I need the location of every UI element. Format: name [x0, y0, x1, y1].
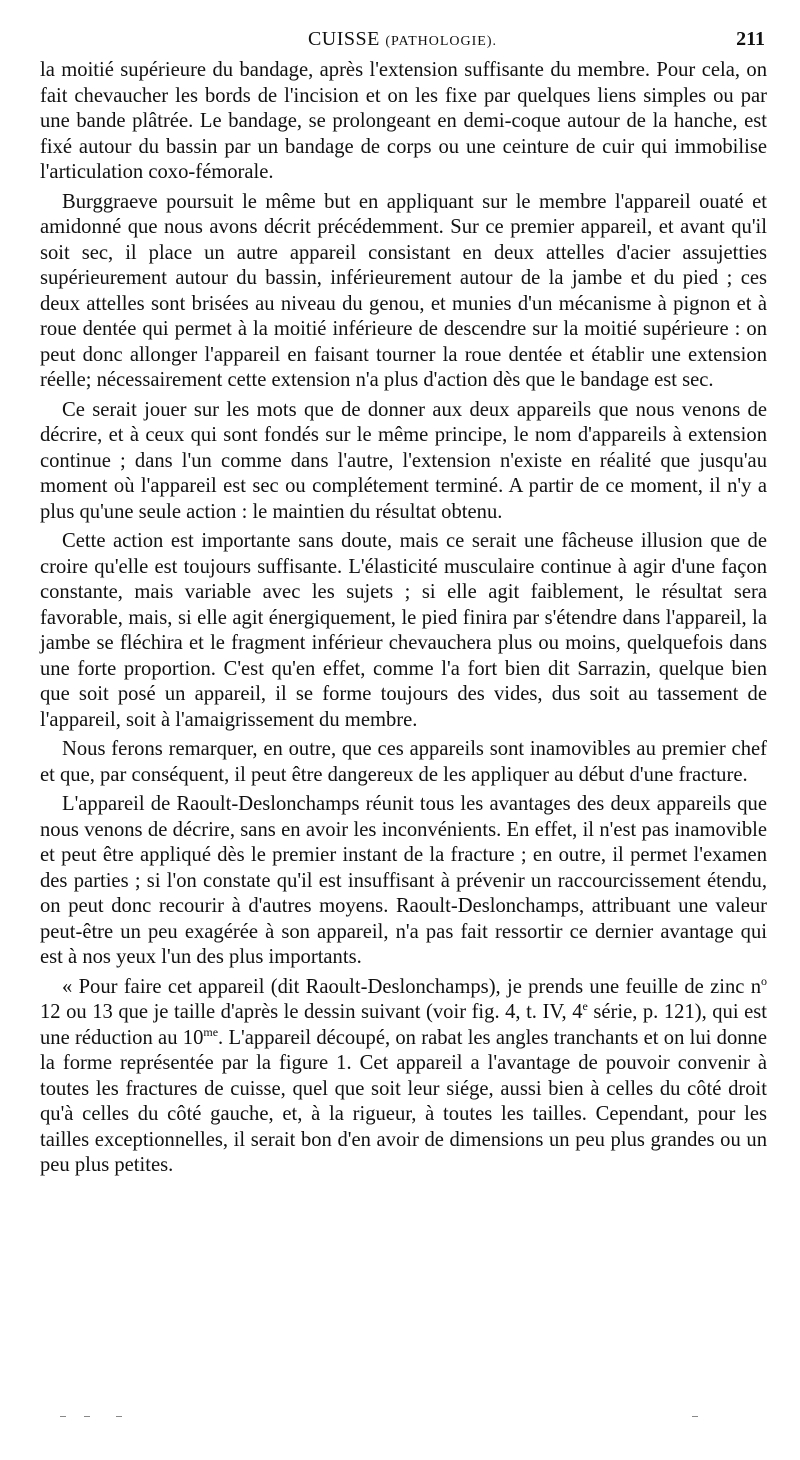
print-mark [116, 1416, 122, 1417]
print-mark [692, 1416, 698, 1417]
quote-text-part: . L'appareil découpé, on rabat les angles tranchants et on lui donne la forme représentée par la figure 1. Cet appareil a l'avantage de pouvoir convenir à toutes les fractures de cuisse, quel que soit leur siége, aussi bien à celles du côté droit qu'à celles du côté gauche, et, à la rigueur, à toutes les tailles. Cependant, pour les tailles exceptionnelles, il serait bon d'en avoir de dimensions un peu plus grandes ou un peu plus petites. [40, 1026, 767, 1176]
paragraph-7 [40, 975, 767, 1179]
running-head-subtitle: (PATHOLOGIE). [385, 34, 498, 49]
paragraph-3: Ce serait jouer sur les mots que de donner aux deux appareils que nous venons de décrire, et à ceux qui sont fondés sur le même principe, le nom d'appareils à extension continue ; dans l'un comme dans l'autre, l'extension n'existe en réalité que jusqu'au moment où l'appareil est sec ou complétement terminé. A partir de ce moment, il n'y a plus qu'une seule action : le maintien du résultat obtenu. [40, 398, 767, 523]
paragraph-4: Cette action est importante sans doute, mais ce serait une fâcheuse illusion que de croire qu'elle est toujours suffisante. L'élasticité musculaire continue à agir d'une façon constante, mais variable avec les sujets ; si elle agit faiblement, le résultat sera favorable, mais, si elle agit énergiquement, le pied finira par s'étendre dans l'appareil, la jambe se fléchira et le fragment inférieur chevauchera plus ou moins, quelquefois dans une forte proportion. C'est qu'en effet, comme l'a fort bien dit Sarrazin, quelque bien que soit posé un appareil, il se forme toujours des vides, dus soit au tassement de l'appareil, soit à l'amaigrissement du membre. [40, 530, 767, 731]
print-mark [84, 1416, 90, 1417]
paragraph-2: Burggraeve poursuit le même but en appliquant sur le membre l'appareil ouaté et amidonné que nous avons décrit précédemment. Sur ce premier appareil, et avant qu'il soit sec, il place un autre appareil consistant en deux attelles d'acier assujetties supérieurement autour du bassin, inférieurement autour de la jambe et du pied ; ces deux attelles sont brisées au niveau du genou, et munies d'un mécanisme à pignon et à roue dentée qui permet à la moitié inférieure de descendre sur la moitié supérieure : on peut donc allonger l'appareil en faisant tourner la roue dentée et établir une extension réelle; nécessairement cette extension n'a plus d'action dès que le bandage est sec. [40, 190, 767, 391]
paragraph-6: L'appareil de Raoult-Deslonchamps réunit tous les avantages des deux appareils que nous venons de décrire, sans en avoir les inconvénients. En effet, il n'est pas inamovible et peut être appliqué dès le premier instant de la fracture ; en outre, il permet l'examen des parties ; si l'on constate qu'il est insuffisant à prévenir un raccourcissement étendu, on peut donc recourir à d'autres moyens. Raoult-Deslonchamps, attribuant une valeur peut-être un peu exagérée à son appareil, n'a pas fait ressortir ce dernier avantage qui est à nos yeux l'un des plus importants. [40, 793, 767, 968]
page-number: 211 [736, 28, 765, 50]
print-mark [60, 1416, 66, 1417]
quote-text-part: 12 ou 13 que je taille d'après le dessin suivant (voir fig. 4, t. IV, 4 [40, 1001, 583, 1023]
superscript: o [761, 973, 767, 988]
body-text [40, 58, 767, 1183]
quote-text-part: série, p. 121), qui est une réduction au 10 [40, 1001, 767, 1049]
running-head-title: CUISSE [307, 28, 380, 50]
print-marks [60, 1410, 720, 1420]
page-header [40, 28, 765, 54]
quote-text-part: « Pour faire cet appareil (dit Raoult-Deslonchamps), je prends une feuille de zinc n [62, 975, 761, 998]
superscript: me [203, 1024, 219, 1039]
paragraph-1: la moitié supérieure du bandage, après l'extension suffisante du membre. Pour cela, on fait chevaucher les bords de l'incision et on les fixe par quelques liens simples ou par une bande plâtrée. Le bandage, se prolongeant en demi-coque autour de la hanche, est fixé autour du bassin par un bandage de corps ou une ceinture de cuir qui immobilise l'articulation coxo-fémorale. [40, 59, 767, 183]
running-head [40, 28, 765, 51]
paragraph-5: Nous ferons remarquer, en outre, que ces appareils sont inamovibles au premier chef et que, par conséquent, il peut être dangereux de les appliquer au début d'une fracture. [40, 738, 767, 786]
superscript: e [582, 999, 588, 1014]
